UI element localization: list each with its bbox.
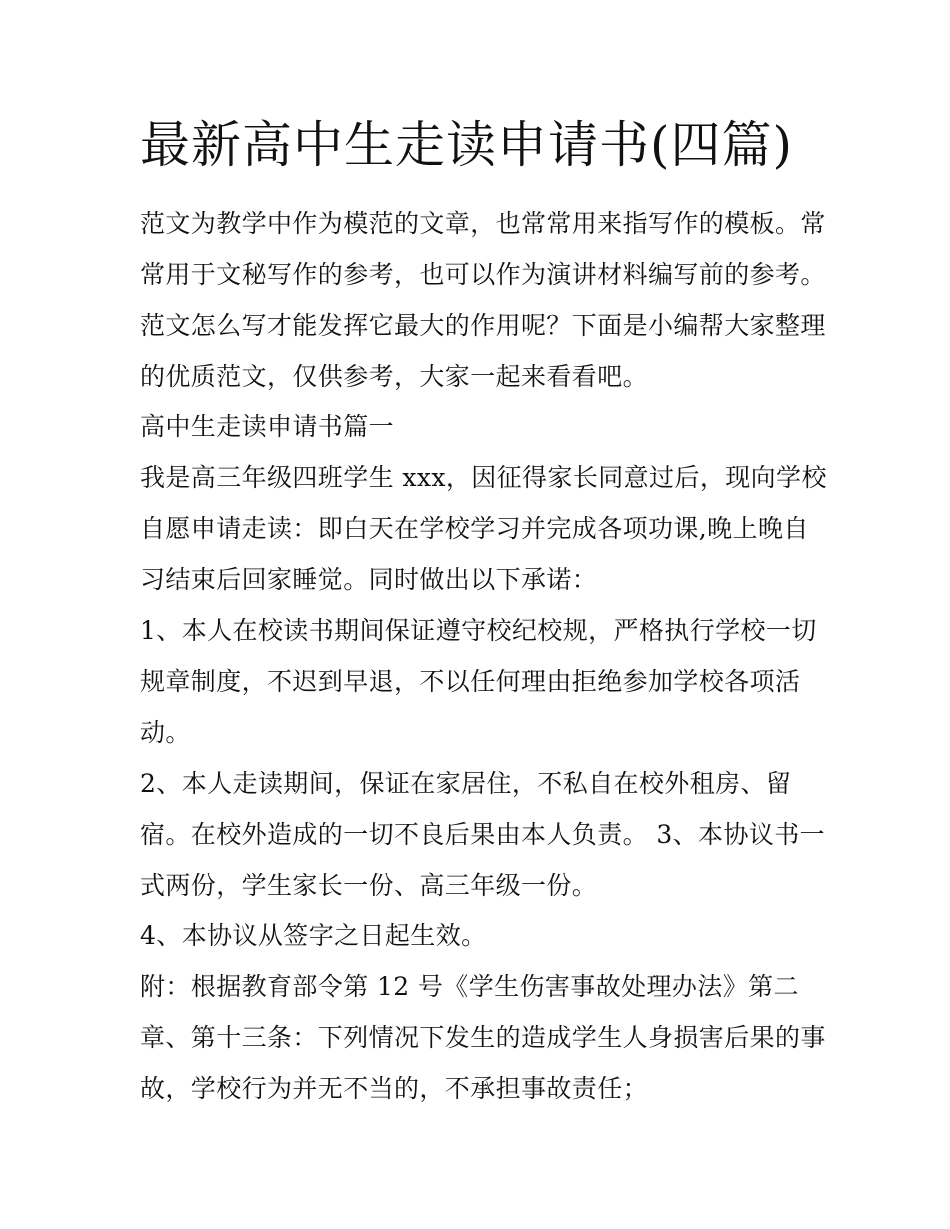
text-line: 范文为教学中作为模范的文章，也常常用来指写作的模板。常 <box>140 209 826 238</box>
text-line: 常用于文秘写作的参考，也可以作为演讲材料编写前的参考。 <box>140 260 826 289</box>
text-line: 故，学校行为并无不当的，不承担事故责任； <box>140 1074 649 1103</box>
text-line: 1、本人在校读书期间保证遵守校纪校规，严格执行学校一切 <box>140 616 817 645</box>
text-line: 动。 <box>140 718 191 747</box>
text-line: 规章制度，不迟到早退，不以任何理由拒绝参加学校各项活 <box>140 667 801 696</box>
text-line: 我是高三年级四班学生 xxx，因征得家长同意过后，现向学校 <box>140 463 827 492</box>
text-line: 4、本协议从签字之日起生效。 <box>140 921 487 950</box>
text-line: 附：根据教育部令第 12 号《学生伤害事故处理办法》第二 <box>140 972 799 1001</box>
text-line: 2、本人走读期间，保证在家居住，不私自在校外租房、留 <box>140 769 792 798</box>
text-line: 式两份，学生家长一份、高三年级一份。 <box>140 871 598 900</box>
section-heading: 高中生走读申请书篇一 <box>140 412 395 441</box>
text-line: 习结束后回家睡觉。同时做出以下承诺： <box>140 565 598 594</box>
text-line: 范文怎么写才能发挥它最大的作用呢？下面是小编帮大家整理 <box>140 311 826 340</box>
text-line: 自愿申请走读：即白天在学校学习并完成各项功课,晚上晚自 <box>140 514 809 543</box>
text-line: 宿。在校外造成的一切不良后果由本人负责。 3、本协议书一 <box>140 820 826 849</box>
text-line: 章、第十三条：下列情况下发生的造成学生人身损害后果的事 <box>140 1023 826 1052</box>
document-title: 最新高中生走读申请书(四篇) <box>140 116 794 174</box>
text-line: 的优质范文，仅供参考，大家一起来看看吧。 <box>140 362 649 391</box>
